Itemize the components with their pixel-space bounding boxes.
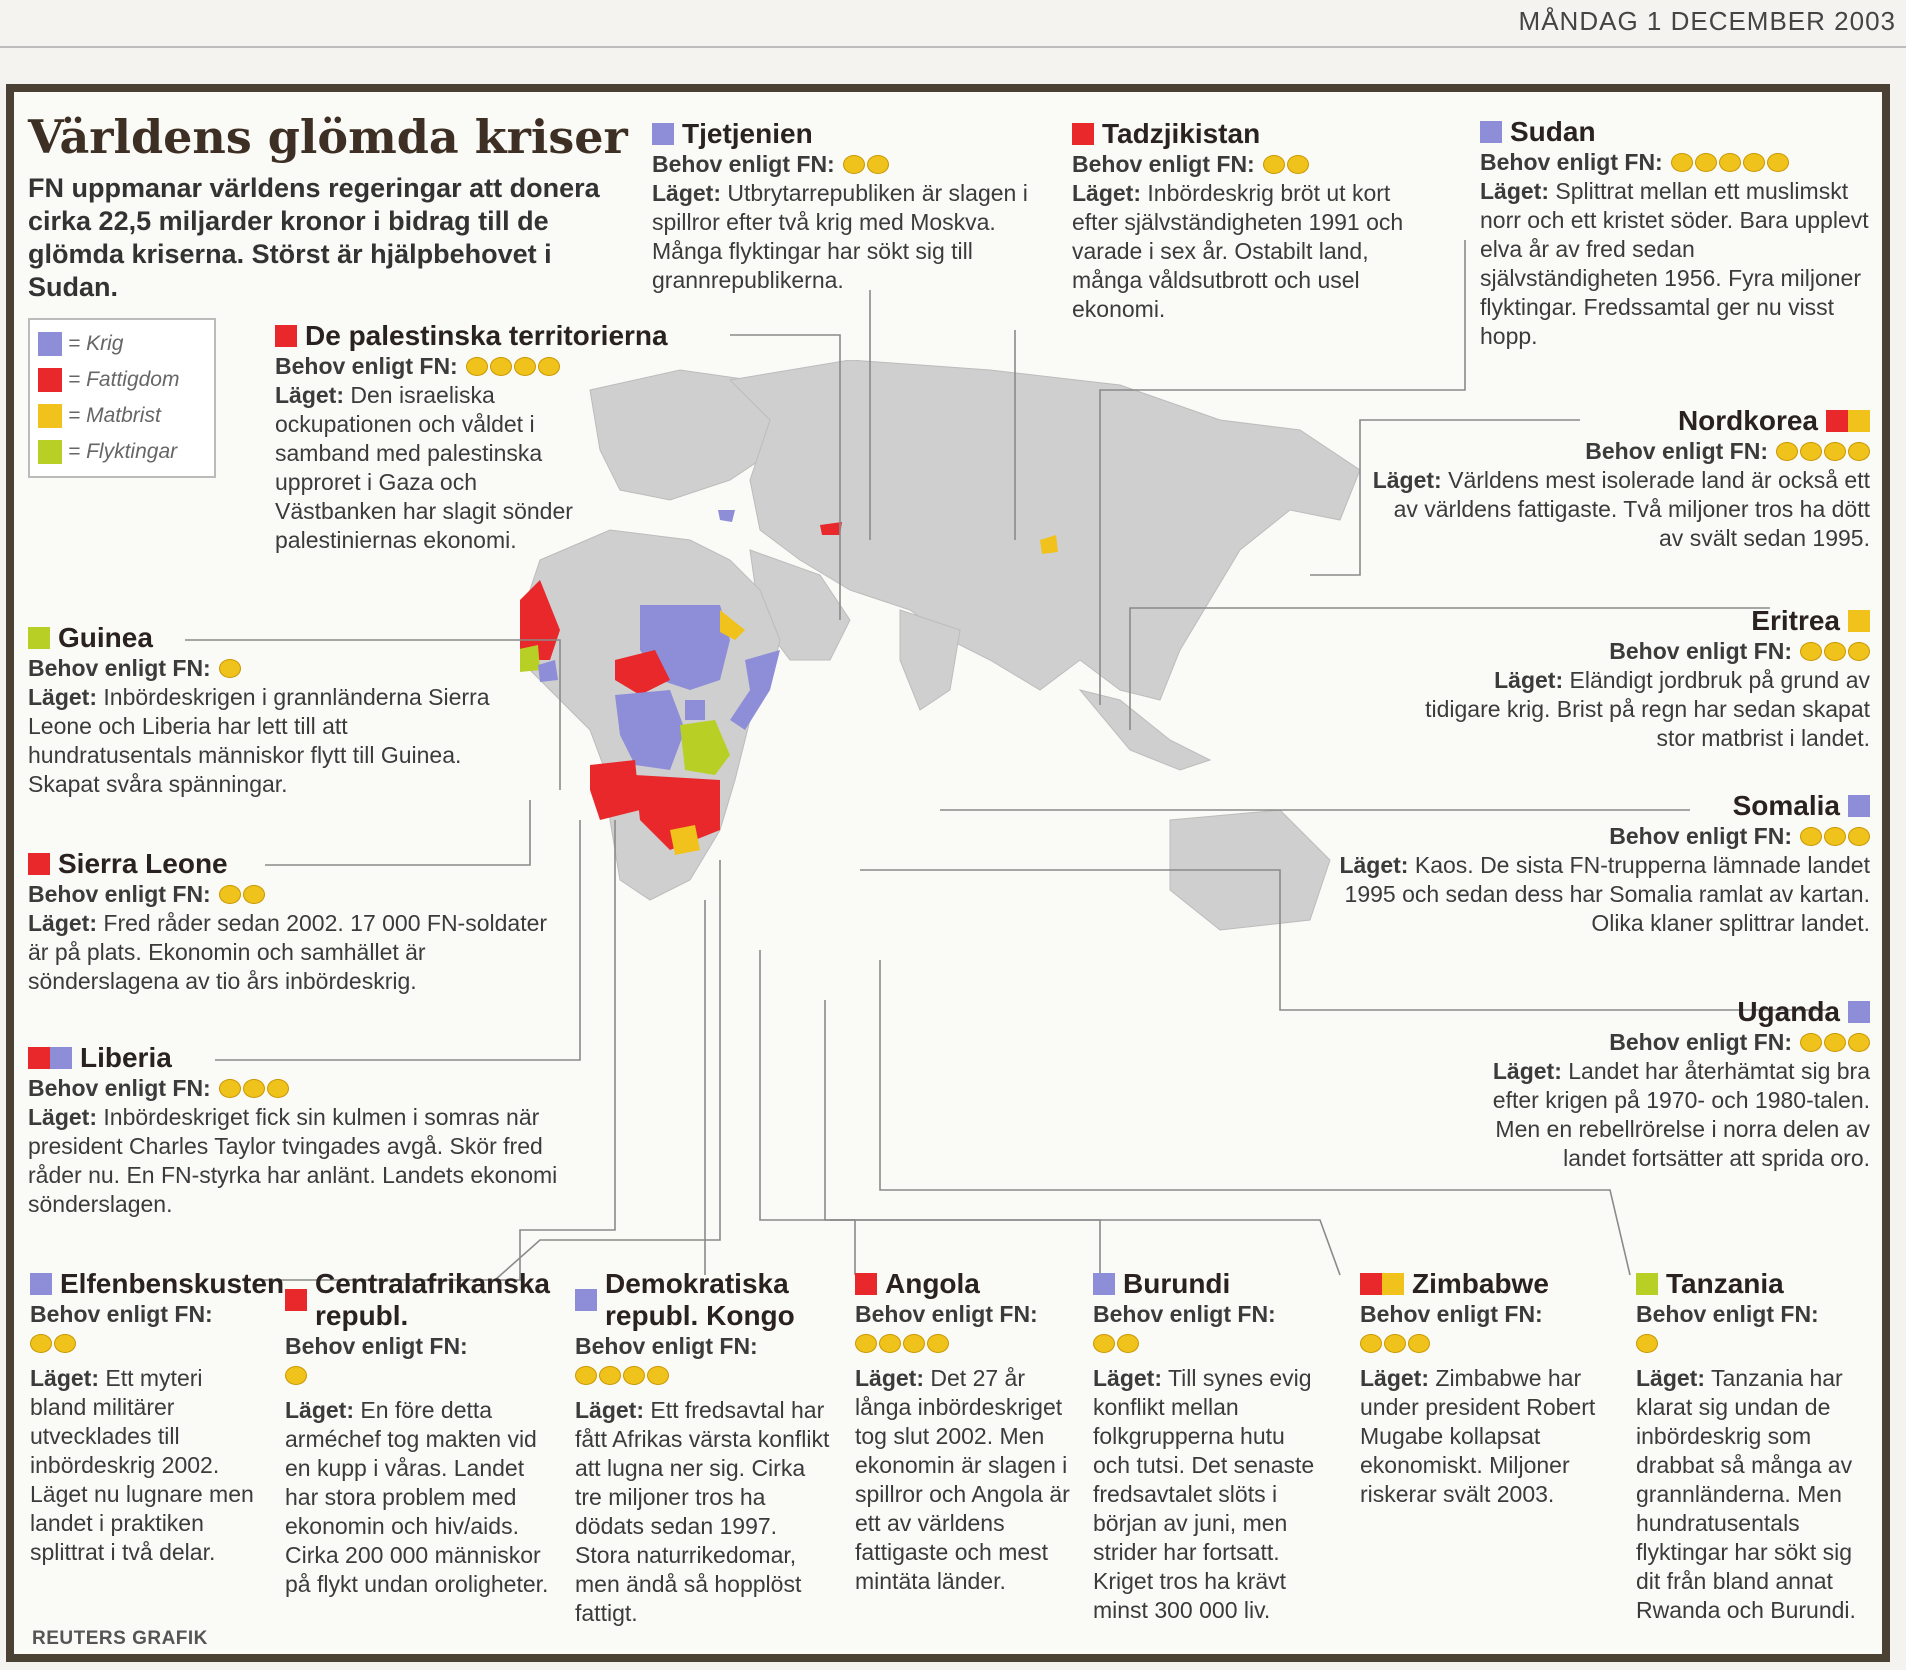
need-row	[1360, 1300, 1605, 1329]
need-coin-icon	[243, 1079, 265, 1098]
status-label: Läget:	[28, 1104, 97, 1130]
need-coin-icon	[1636, 1334, 1658, 1353]
need-coins-row	[1636, 1331, 1881, 1360]
crisis-status	[275, 381, 585, 555]
crisis-status	[652, 179, 1052, 295]
status-text: Ett myteri bland militärer utvecklades till inbördeskrig 2002. Läget nu lugnare men landet i praktiken splittrat i två delar.	[30, 1365, 254, 1565]
crisis-name: Elfenbenskusten	[60, 1268, 285, 1299]
status-text: Ett fredsavtal har fått Afrikas värsta konflikt att lugna ner sig. Cirka tre miljoner tros ha dödats sedan 1997. Stora naturrikedomar, men ändå så hopplöst fattigt.	[575, 1397, 830, 1626]
need-label: Behov enligt FN:	[28, 1075, 211, 1101]
need-coin-icon	[1287, 155, 1309, 174]
crisis-swatches	[28, 853, 50, 875]
crisis-status	[285, 1396, 555, 1599]
crisis-status	[28, 1103, 568, 1219]
need-coins	[219, 885, 265, 904]
need-coin-icon	[1360, 1334, 1382, 1353]
need-coin-icon	[30, 1334, 52, 1353]
need-label: Behov enligt FN:	[1609, 638, 1792, 664]
crisis-swatches	[1072, 123, 1094, 145]
need-row	[1480, 148, 1870, 177]
need-row	[28, 880, 568, 909]
crisis-name: Sudan	[1510, 116, 1596, 147]
need-coin-icon	[1848, 642, 1870, 661]
crisis-type-swatch	[285, 1289, 307, 1311]
legend-label: = Flyktingar	[68, 440, 178, 463]
need-coin-icon	[1767, 153, 1789, 172]
need-coins	[1360, 1334, 1430, 1353]
crisis-status	[28, 683, 508, 799]
crisis-liberia	[28, 1042, 568, 1219]
legend-label: = Krig	[68, 332, 124, 355]
status-label: Läget:	[30, 1365, 99, 1391]
need-coin-icon	[1117, 1334, 1139, 1353]
crisis-heading	[1072, 118, 1422, 150]
status-text: Världens mest isolerade land är också ett av världens fattigaste. Två miljoner tros ha dött av svält sedan 1995.	[1393, 467, 1870, 551]
need-coins	[285, 1366, 307, 1385]
need-row	[1072, 150, 1422, 179]
region-guinea	[520, 645, 540, 672]
crisis-name: De palestinska territorierna	[305, 320, 668, 351]
crisis-type-swatch	[652, 123, 674, 145]
crisis-heading	[1300, 790, 1870, 822]
need-label: Behov enligt FN:	[1480, 149, 1663, 175]
need-coin-icon	[1743, 153, 1765, 172]
need-coin-icon	[575, 1366, 597, 1385]
crisis-swatches	[575, 1289, 597, 1311]
status-label: Läget:	[275, 382, 344, 408]
crisis-status	[1420, 666, 1870, 753]
need-coins-row	[30, 1331, 255, 1360]
need-coin-icon	[490, 357, 512, 376]
need-coin-icon	[538, 357, 560, 376]
need-coin-icon	[1800, 1033, 1822, 1052]
need-row	[855, 1300, 1080, 1329]
crisis-swatches	[1848, 1001, 1870, 1023]
legend-item-krig	[38, 326, 206, 362]
need-coin-icon	[1848, 442, 1870, 461]
crisis-type-swatch	[1360, 1273, 1382, 1295]
need-coins	[855, 1334, 949, 1353]
need-row	[275, 352, 745, 381]
crisis-car	[285, 1268, 555, 1599]
need-label: Behov enligt FN:	[1072, 151, 1255, 177]
crisis-zimbabwe	[1360, 1268, 1605, 1509]
legend-label: = Fattigdom	[68, 368, 180, 391]
need-label: Behov enligt FN:	[1585, 438, 1768, 464]
status-text: Det 27 år långa inbördeskriget tog slut 2002. Men ekonomin är slagen i spillror och Angola är ett av världens fattigaste och mest mintäta länder.	[855, 1365, 1070, 1594]
status-text: Utbrytarrepubliken är slagen i spillror efter två krig med Moskva. Många flyktingar har sökt sig till grannrepublikerna.	[652, 180, 1028, 293]
status-text: Till synes evig konflikt mellan folkgrupperna hutu och tutsi. Det senaste fredsavtalet slöts i början av juni, men strider har fortsatt. Kriget tros ha krävt minst 300 000 liv.	[1093, 1365, 1315, 1623]
crisis-status	[1636, 1364, 1881, 1625]
crisis-swatches	[1480, 121, 1502, 143]
crisis-status	[1072, 179, 1422, 324]
need-coin-icon	[647, 1366, 669, 1385]
need-coin-icon	[843, 155, 865, 174]
need-label: Behov enligt FN:	[1093, 1301, 1276, 1327]
need-coin-icon	[1824, 1033, 1846, 1052]
status-label: Läget:	[1339, 852, 1409, 878]
need-coin-icon	[1408, 1334, 1430, 1353]
need-coins	[1636, 1334, 1658, 1353]
crisis-type-swatch	[1072, 123, 1094, 145]
crisis-swatches	[1826, 410, 1870, 432]
legend-label: = Matbrist	[68, 404, 161, 427]
issue-date: MÅNDAG 1 DECEMBER 2003	[1518, 6, 1896, 36]
need-coins-row	[855, 1331, 1080, 1360]
need-coin-icon	[1093, 1334, 1115, 1353]
crisis-swatches	[1360, 1273, 1404, 1295]
need-coin-icon	[514, 357, 536, 376]
crisis-type-swatch	[1480, 121, 1502, 143]
crisis-type-swatch	[1848, 795, 1870, 817]
need-coin-icon	[466, 357, 488, 376]
need-coin-icon	[1800, 827, 1822, 846]
crisis-type-swatch	[575, 1289, 597, 1311]
crisis-angola	[855, 1268, 1080, 1596]
need-coins-row	[1093, 1331, 1328, 1360]
region-zimbabwe	[670, 825, 700, 855]
need-coins	[30, 1334, 76, 1353]
need-coin-icon	[243, 885, 265, 904]
crisis-heading	[285, 1268, 555, 1332]
need-coin-icon	[1719, 153, 1741, 172]
crisis-type-swatch	[28, 627, 50, 649]
need-coins	[1800, 642, 1870, 661]
crisis-name: Nordkorea	[1677, 405, 1818, 436]
crisis-type-swatch	[855, 1273, 877, 1295]
crisis-status	[1480, 1057, 1870, 1173]
crisis-eritrea	[1420, 605, 1870, 753]
crisis-swatches	[1636, 1273, 1658, 1295]
crisis-name: Angola	[885, 1268, 980, 1299]
need-coins	[1800, 827, 1870, 846]
need-coin-icon	[219, 1079, 241, 1098]
status-label: Läget:	[1494, 667, 1564, 693]
need-coin-icon	[1695, 153, 1717, 172]
crisis-heading	[575, 1268, 830, 1332]
crisis-type-swatch	[275, 325, 297, 347]
need-coin-icon	[1824, 442, 1846, 461]
crisis-type-swatch	[28, 1047, 50, 1069]
need-coin-icon	[54, 1334, 76, 1353]
need-coin-icon	[623, 1366, 645, 1385]
need-row	[28, 654, 508, 683]
status-label: Läget:	[1072, 180, 1141, 206]
need-coin-icon	[867, 155, 889, 174]
need-row	[285, 1332, 555, 1361]
need-label: Behov enligt FN:	[275, 353, 458, 379]
status-text: Zimbabwe har under president Robert Mugabe kollapsat ekonomiskt. Miljoner riskerar svält 2003.	[1360, 1365, 1596, 1507]
crisis-heading	[652, 118, 1052, 150]
crisis-nordkorea	[1370, 405, 1870, 553]
crisis-swatches	[652, 123, 674, 145]
crisis-heading	[1636, 1268, 1881, 1300]
status-label: Läget:	[1492, 1058, 1562, 1084]
need-row	[28, 1074, 568, 1103]
source-credit: REUTERS GRAFIK	[32, 1628, 208, 1649]
crisis-name: Demokratiska republ. Kongo	[605, 1268, 795, 1331]
need-coin-icon	[1824, 642, 1846, 661]
need-coins	[1671, 153, 1789, 172]
status-text: Kaos. De sista FN-trupperna lämnade landet 1995 och sedan dess har Somalia ramlat av kartan. Olika klaner splittrar landet.	[1344, 852, 1870, 936]
need-coin-icon	[1384, 1334, 1406, 1353]
crisis-swatches	[275, 325, 297, 347]
need-coins	[1093, 1334, 1139, 1353]
crisis-status	[1370, 466, 1870, 553]
need-coin-icon	[599, 1366, 621, 1385]
crisis-heading	[30, 1268, 285, 1300]
need-coin-icon	[1800, 442, 1822, 461]
status-label: Läget:	[1480, 178, 1549, 204]
crisis-kongo	[575, 1268, 830, 1628]
status-label: Läget:	[1360, 1365, 1429, 1391]
infographic-title: Världens glömda kriser	[28, 110, 628, 164]
need-coins	[843, 155, 889, 174]
crisis-name: Eritrea	[1751, 605, 1840, 636]
need-label: Behov enligt FN:	[575, 1333, 758, 1359]
region-uganda	[685, 700, 705, 720]
crisis-heading	[1420, 605, 1870, 637]
crisis-name: Somalia	[1732, 790, 1840, 821]
need-label: Behov enligt FN:	[1609, 823, 1792, 849]
crisis-palestina	[275, 320, 745, 555]
status-text: Splittrat mellan ett muslimskt norr och ett kristet söder. Bara upplevt elva år av fred sedan självständigheten 1956. Fyra miljoner flyktingar. Fredssamtal ger nu visst hopp.	[1480, 178, 1869, 349]
need-coin-icon	[1776, 442, 1798, 461]
crisis-swatches	[1848, 795, 1870, 817]
need-coin-icon	[219, 659, 241, 678]
status-label: Läget:	[855, 1365, 924, 1391]
need-coin-icon	[903, 1334, 925, 1353]
need-label: Behov enligt FN:	[855, 1301, 1038, 1327]
intro-text: FN uppmanar världens regeringar att donera cirka 22,5 miljarder kronor i bidrag till de glömda kriserna. Störst är hjälpbehovet i Sudan.	[28, 173, 600, 302]
crisis-status	[1480, 177, 1870, 351]
need-label: Behov enligt FN:	[285, 1333, 468, 1359]
need-coin-icon	[1824, 827, 1846, 846]
crisis-heading	[1093, 1268, 1328, 1300]
status-label: Läget:	[1093, 1365, 1162, 1391]
crisis-tjetjenien	[652, 118, 1052, 295]
need-coins-row	[575, 1363, 830, 1392]
crisis-somalia	[1300, 790, 1870, 938]
crisis-guinea	[28, 622, 508, 799]
crisis-heading	[275, 320, 745, 352]
need-row	[30, 1300, 255, 1329]
crisis-type-swatch	[30, 1273, 52, 1295]
crisis-sierraleone	[28, 848, 568, 996]
need-coin-icon	[285, 1366, 307, 1385]
need-row	[1300, 822, 1870, 851]
header-rule	[0, 46, 1906, 48]
need-coin-icon	[1263, 155, 1285, 174]
legend-item-flyktingar	[38, 434, 206, 470]
status-text: Landet har återhämtat sig bra efter krigen på 1970- och 1980-talen. Men en rebellrörelse i norra delen av landet fortsätter att sprida oro.	[1492, 1058, 1870, 1171]
crisis-name: Guinea	[58, 622, 153, 653]
crisis-tadzjikistan	[1072, 118, 1422, 324]
crisis-sudan	[1480, 116, 1870, 351]
crisis-burundi	[1093, 1268, 1328, 1625]
need-coin-icon	[219, 885, 241, 904]
need-coins-row	[285, 1363, 555, 1392]
crisis-status	[28, 909, 568, 996]
legend-swatch-flyktingar	[38, 440, 62, 464]
crisis-status	[1300, 851, 1870, 938]
status-text: Inbördeskrigen i grannländerna Sierra Leone och Liberia har lett till att hundratusentals människor flytt till Guinea. Skapat svåra spänningar.	[28, 684, 490, 797]
crisis-swatches	[28, 1047, 72, 1069]
crisis-type-swatch	[1848, 1001, 1870, 1023]
need-row	[652, 150, 1052, 179]
crisis-heading	[28, 622, 508, 654]
legend	[28, 318, 216, 478]
crisis-tanzania	[1636, 1268, 1881, 1625]
crisis-swatches	[30, 1273, 52, 1295]
need-coins	[1776, 442, 1870, 461]
crisis-type-swatch	[1093, 1273, 1115, 1295]
need-coin-icon	[1848, 1033, 1870, 1052]
crisis-status	[1093, 1364, 1328, 1625]
crisis-type-swatch	[1382, 1273, 1404, 1295]
status-label: Läget:	[652, 180, 721, 206]
legend-swatch-fattigdom	[38, 368, 62, 392]
need-coin-icon	[927, 1334, 949, 1353]
crisis-swatches	[1848, 610, 1870, 632]
crisis-status	[855, 1364, 1080, 1596]
crisis-heading	[1360, 1268, 1605, 1300]
crisis-name: Liberia	[80, 1042, 172, 1073]
status-label: Läget:	[28, 910, 97, 936]
region-angola	[590, 760, 640, 820]
crisis-swatches	[855, 1273, 877, 1295]
status-text: Inbördeskriget fick sin kulmen i somras när president Charles Taylor tvingades avgå. Skör fred råder nu. En FN-styrka har anlänt. Landets ekonomi sönderslagen.	[28, 1104, 558, 1217]
status-text: Den israeliska ockupationen och våldet i samband med palestinska upproret i Gaza och Västbanken har slagit sönder palestiniernas ekonomi.	[275, 382, 573, 553]
need-row	[1420, 637, 1870, 666]
need-coin-icon	[267, 1079, 289, 1098]
crisis-name: Centralafrikanska republ.	[315, 1268, 551, 1331]
crisis-uganda	[1480, 996, 1870, 1173]
status-text: Tanzania har klarat sig undan de inbördeskrig som drabbat så många av grannländerna. Men hundratusentals flyktingar har sökt sig dit från bland annat Rwanda och Burundi.	[1636, 1365, 1856, 1623]
need-coin-icon	[1800, 642, 1822, 661]
status-label: Läget:	[1372, 467, 1442, 493]
crisis-swatches	[1093, 1273, 1115, 1295]
need-row	[1636, 1300, 1881, 1329]
crisis-heading	[1370, 405, 1870, 437]
crisis-heading	[1480, 116, 1870, 148]
crisis-heading	[855, 1268, 1080, 1300]
crisis-type-swatch	[1848, 410, 1870, 432]
crisis-heading	[1480, 996, 1870, 1028]
crisis-type-swatch	[28, 853, 50, 875]
need-coin-icon	[879, 1334, 901, 1353]
status-label: Läget:	[285, 1397, 354, 1423]
crisis-type-swatch	[1848, 610, 1870, 632]
status-label: Läget:	[28, 684, 97, 710]
crisis-name: Zimbabwe	[1412, 1268, 1549, 1299]
legend-item-fattigdom	[38, 362, 206, 398]
need-label: Behov enligt FN:	[1636, 1301, 1819, 1327]
crisis-status	[30, 1364, 255, 1567]
legend-swatch-krig	[38, 332, 62, 356]
need-label: Behov enligt FN:	[28, 655, 211, 681]
need-coins	[466, 357, 560, 376]
status-label: Läget:	[1636, 1365, 1705, 1391]
crisis-name: Tadzjikistan	[1102, 118, 1261, 149]
crisis-type-swatch	[50, 1047, 72, 1069]
landmass-southeast-asia	[1080, 690, 1210, 770]
crisis-swatches	[285, 1289, 307, 1311]
need-row	[575, 1332, 830, 1361]
need-coin-icon	[1671, 153, 1693, 172]
need-coins-row	[1360, 1331, 1605, 1360]
need-label: Behov enligt FN:	[1609, 1029, 1792, 1055]
need-coin-icon	[1848, 827, 1870, 846]
need-row	[1370, 437, 1870, 466]
crisis-type-swatch	[1826, 410, 1848, 432]
need-row	[1480, 1028, 1870, 1057]
need-row	[1093, 1300, 1328, 1329]
need-label: Behov enligt FN:	[1360, 1301, 1543, 1327]
need-coins	[1263, 155, 1309, 174]
need-label: Behov enligt FN:	[28, 881, 211, 907]
status-text: En före detta arméchef tog makten vid en kupp i våras. Landet har stora problem med ekonomin och hiv/aids. Cirka 200 000 människor på flykt undan oroligheter.	[285, 1397, 549, 1597]
need-coin-icon	[855, 1334, 877, 1353]
crisis-name: Tjetjenien	[682, 118, 813, 149]
need-label: Behov enligt FN:	[30, 1301, 213, 1327]
status-text: Eländigt jordbruk på grund av tidigare krig. Brist på regn har sedan skapat stor matbrist i landet.	[1425, 667, 1870, 751]
status-text: Fred råder sedan 2002. 17 000 FN-soldater är på plats. Ekonomin och samhället är sönderslagena av tio års inbördeskrig.	[28, 910, 548, 994]
crisis-name: Tanzania	[1666, 1268, 1784, 1299]
status-label: Läget:	[575, 1397, 644, 1423]
crisis-heading	[28, 848, 568, 880]
crisis-type-swatch	[1636, 1273, 1658, 1295]
crisis-elfenbenskusten	[30, 1268, 285, 1567]
need-coins	[219, 1079, 289, 1098]
need-coins	[575, 1366, 669, 1385]
crisis-name: Uganda	[1737, 996, 1840, 1027]
crisis-status	[575, 1396, 830, 1628]
crisis-swatches	[28, 627, 50, 649]
legend-item-matbrist	[38, 398, 206, 434]
need-coins	[1800, 1033, 1870, 1052]
status-text: Inbördeskrig bröt ut kort efter självständigheten 1991 och varade i sex år. Ostabilt land, många våldsutbrott och usel ekonomi.	[1072, 180, 1404, 322]
crisis-status	[1360, 1364, 1605, 1509]
crisis-name: Sierra Leone	[58, 848, 228, 879]
legend-swatch-matbrist	[38, 404, 62, 428]
crisis-name: Burundi	[1123, 1268, 1231, 1299]
need-label: Behov enligt FN:	[652, 151, 835, 177]
need-coins	[219, 659, 241, 678]
crisis-heading	[28, 1042, 568, 1074]
